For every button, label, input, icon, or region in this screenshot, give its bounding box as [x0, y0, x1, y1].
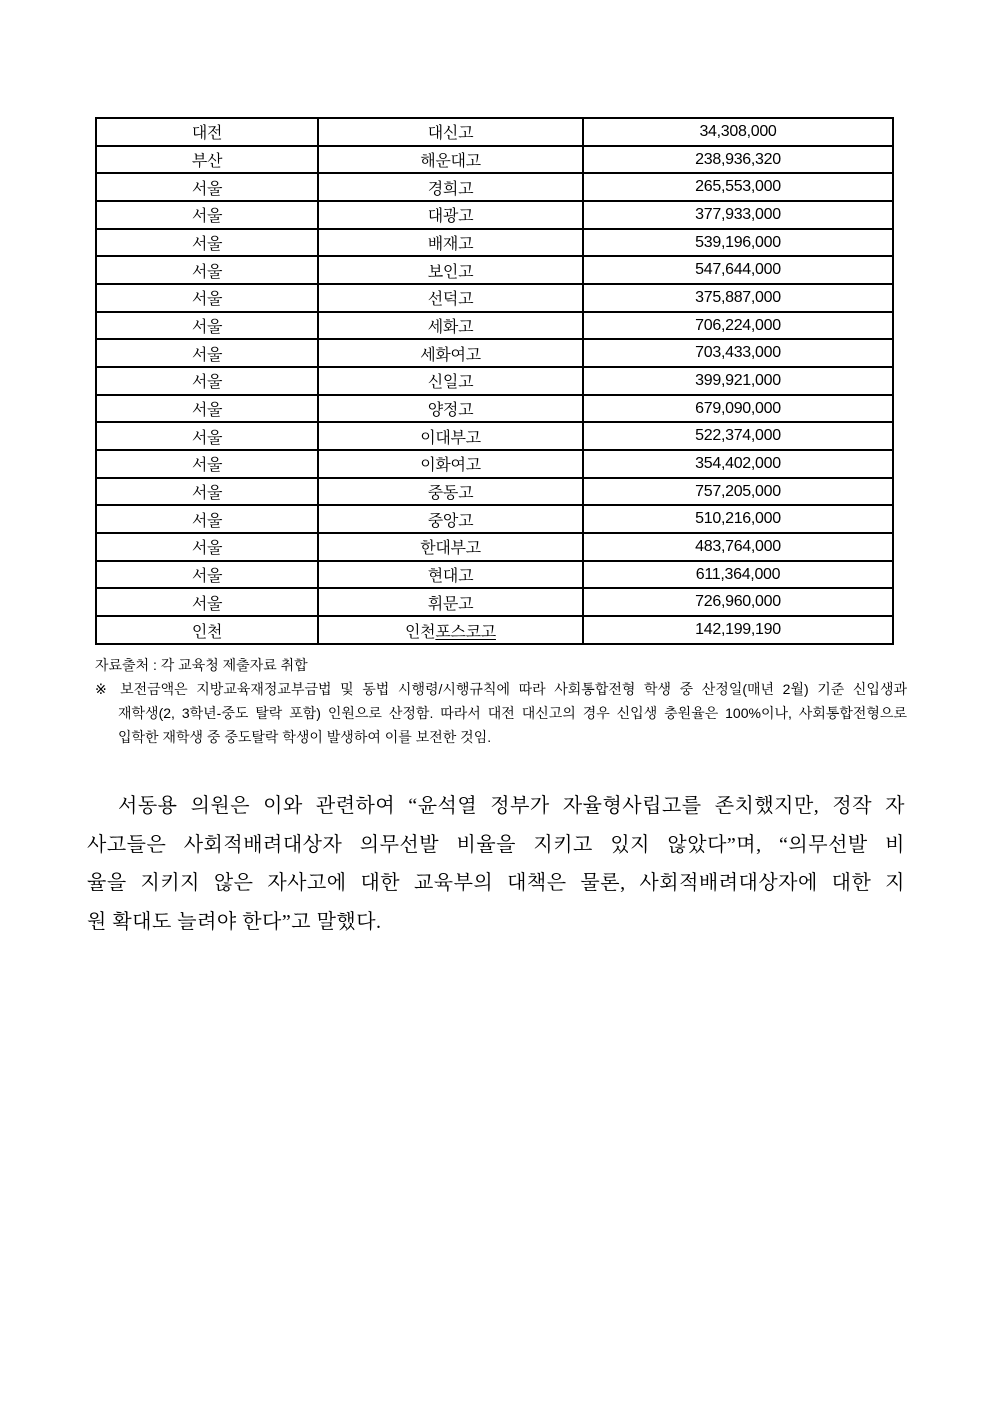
compensation-amount-table: [95, 117, 894, 645]
cell-school: 양정고: [318, 395, 583, 423]
cell-amount: 679,090,000: [583, 395, 893, 423]
table-row: [96, 256, 893, 284]
school-name-underlined: 포스코고: [435, 623, 496, 641]
footnote-text: 보전금액은 지방교육재정교부금법 및 동법 시행령/시행규칙에 따라 사회통합전형 학생 중 산정일(매년 2월) 기준 신입생과: [120, 681, 907, 697]
cell-region: 인천: [96, 616, 318, 644]
footnote-block: [95, 678, 907, 749]
table-row: [96, 173, 893, 201]
cell-region: 서울: [96, 395, 318, 423]
cell-region: 부산: [96, 146, 318, 174]
cell-amount: 726,960,000: [583, 588, 893, 616]
cell-school: 이화여고: [318, 450, 583, 478]
cell-school: 휘문고: [318, 588, 583, 616]
paragraph-line: 율을 지키지 않은 자사고에 대한 교육부의 대책은 물론, 사회적배려대상자에 대한 지: [87, 872, 905, 895]
cell-amount: 706,224,000: [583, 312, 893, 340]
table-row: [96, 588, 893, 616]
paragraph-line: 사고들은 사회적배려대상자 의무선발 비율을 지키고 있지 않았다”며, “의무선발 비: [87, 833, 905, 856]
table-row: [96, 395, 893, 423]
cell-amount: 539,196,000: [583, 229, 893, 257]
cell-school: 대광고: [318, 201, 583, 229]
cell-school: 이대부고: [318, 422, 583, 450]
cell-amount: 375,887,000: [583, 284, 893, 312]
table-row: [96, 339, 893, 367]
table-row: [96, 505, 893, 533]
cell-school: 배재고: [318, 229, 583, 257]
cell-school: [318, 616, 583, 644]
cell-amount: 265,553,000: [583, 173, 893, 201]
cell-region: 서울: [96, 256, 318, 284]
cell-region: 서울: [96, 478, 318, 506]
paragraph-line: 원 확대도 늘려야 한다”고 말했다.: [87, 910, 382, 933]
cell-school: 보인고: [318, 256, 583, 284]
reference-mark: ※: [95, 681, 112, 697]
cell-amount: 510,216,000: [583, 505, 893, 533]
cell-amount: 522,374,000: [583, 422, 893, 450]
cell-amount: 483,764,000: [583, 533, 893, 561]
cell-school: 해운대고: [318, 146, 583, 174]
cell-region: 서울: [96, 339, 318, 367]
cell-amount: 377,933,000: [583, 201, 893, 229]
cell-amount: 399,921,000: [583, 367, 893, 395]
footnote-line: [95, 678, 907, 702]
cell-region: 서울: [96, 588, 318, 616]
cell-region: 서울: [96, 422, 318, 450]
cell-school: 신일고: [318, 367, 583, 395]
cell-school: 대신고: [318, 118, 583, 146]
cell-amount: 611,364,000: [583, 561, 893, 589]
paragraph-line: 서동용 의원은 이와 관련하여 “윤석열 정부가 자율형사립고를 존치했지만, 정작 자: [118, 795, 905, 817]
table-row: [96, 146, 893, 174]
footnote-line: 재학생(2, 3학년-중도 탈락 포함) 인원으로 산정함. 따라서 대전 대신고의 경우 신입생 충원율은 100%이나, 사회통합전형으로: [118, 704, 907, 721]
cell-region: 서울: [96, 201, 318, 229]
table-row: [96, 312, 893, 340]
table-row: [96, 561, 893, 589]
cell-amount: 703,433,000: [583, 339, 893, 367]
cell-region: 서울: [96, 505, 318, 533]
cell-region: 서울: [96, 450, 318, 478]
table-row: [96, 478, 893, 506]
school-name-plain: 인천: [405, 623, 436, 641]
table-row: [96, 229, 893, 257]
table-row: [96, 616, 893, 644]
table-row: [96, 284, 893, 312]
cell-amount: 354,402,000: [583, 450, 893, 478]
cell-amount: 142,199,190: [583, 616, 893, 644]
statement-paragraph: [87, 787, 905, 941]
cell-region: 서울: [96, 312, 318, 340]
data-source-line: 자료출처 : 각 교육청 제출자료 취합: [95, 657, 308, 673]
cell-amount: 547,644,000: [583, 256, 893, 284]
cell-amount: 238,936,320: [583, 146, 893, 174]
cell-school: 중앙고: [318, 505, 583, 533]
cell-amount: 34,308,000: [583, 118, 893, 146]
cell-region: 서울: [96, 367, 318, 395]
cell-school: 세화여고: [318, 339, 583, 367]
table-row: [96, 533, 893, 561]
table-row: [96, 201, 893, 229]
table-row: [96, 367, 893, 395]
cell-school: 경희고: [318, 173, 583, 201]
cell-school: 세화고: [318, 312, 583, 340]
cell-region: 서울: [96, 533, 318, 561]
cell-region: 서울: [96, 229, 318, 257]
table-row: [96, 422, 893, 450]
cell-amount: 757,205,000: [583, 478, 893, 506]
cell-school: 중동고: [318, 478, 583, 506]
table-row: [96, 118, 893, 146]
table-row: [96, 450, 893, 478]
cell-region: 서울: [96, 284, 318, 312]
cell-school: 선덕고: [318, 284, 583, 312]
cell-region: 대전: [96, 118, 318, 146]
cell-school: 한대부고: [318, 533, 583, 561]
cell-region: 서울: [96, 561, 318, 589]
footnote-line: 입학한 재학생 중 중도탈락 학생이 발생하여 이를 보전한 것임.: [118, 728, 492, 745]
cell-school: 현대고: [318, 561, 583, 589]
cell-region: 서울: [96, 173, 318, 201]
